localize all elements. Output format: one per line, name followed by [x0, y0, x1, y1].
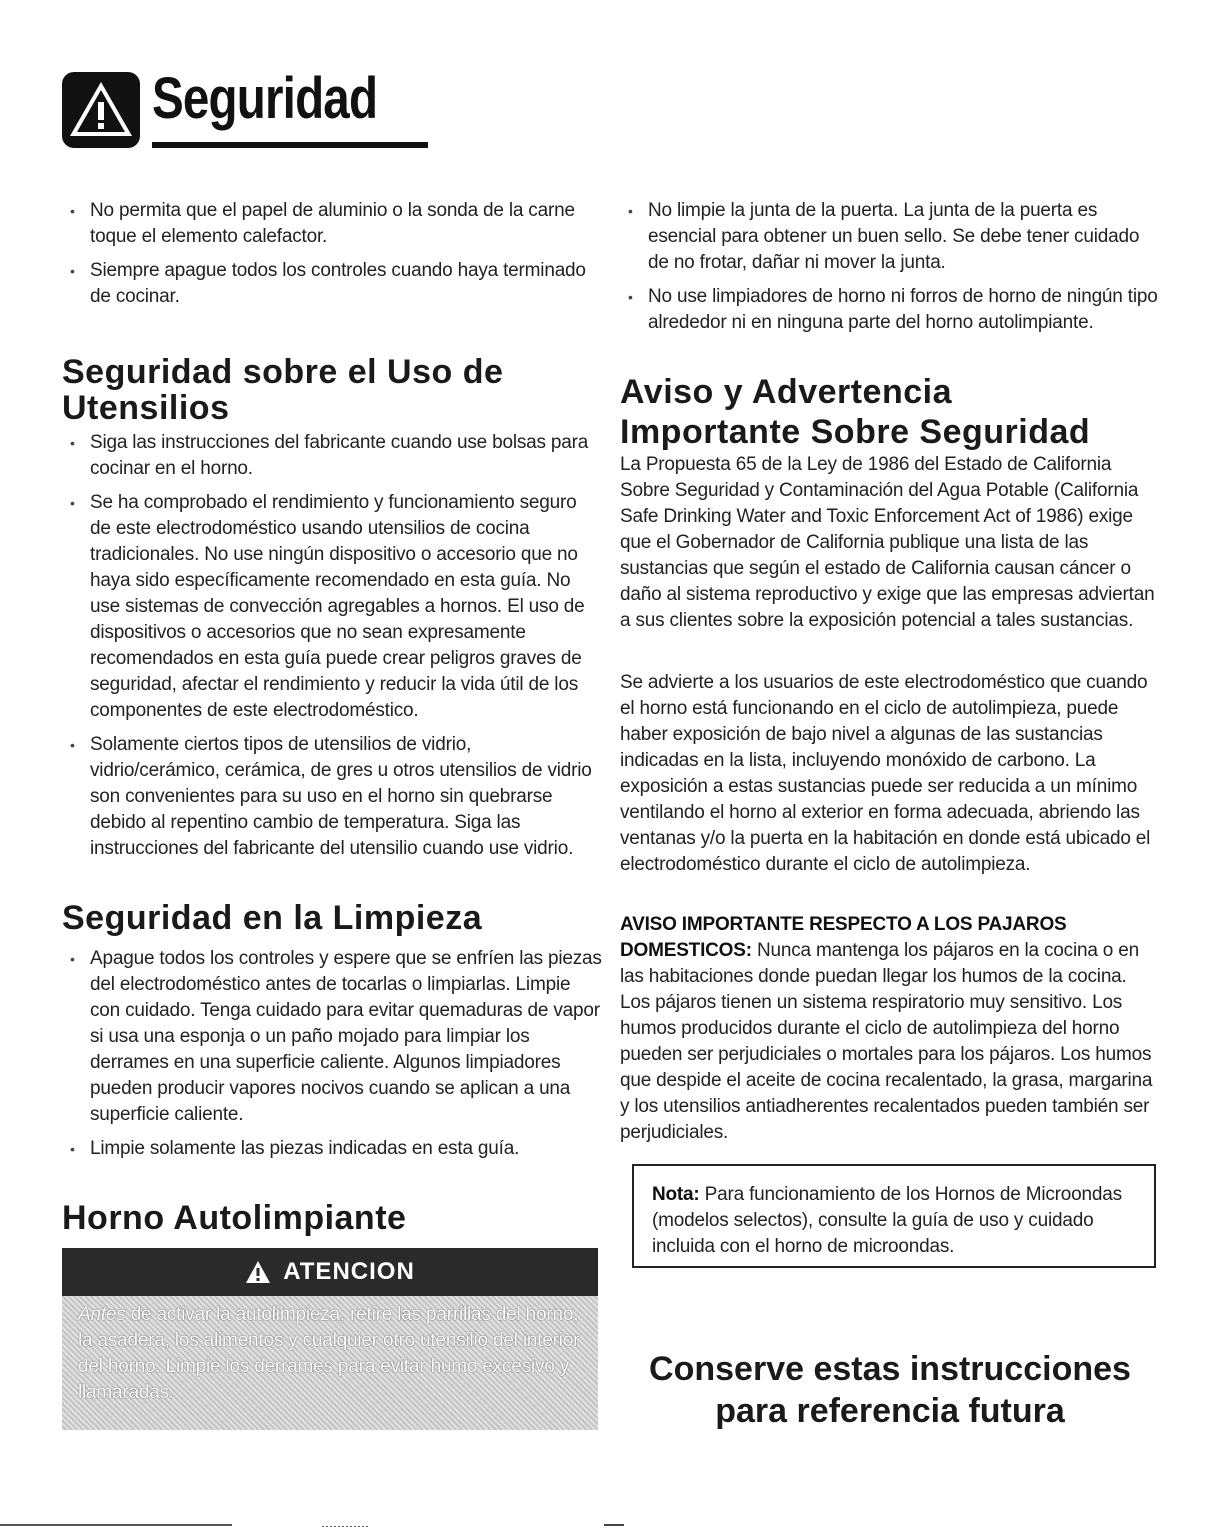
warning-triangle-icon — [245, 1260, 271, 1284]
warning-label: ATENCION — [283, 1258, 415, 1285]
list-item: • Limpie solamente las piezas indicadas en esta guía. — [62, 1136, 602, 1162]
list-item: • Se ha comprobado el rendimiento y funcionamiento seguro de este electrodoméstico usando utensilios de cocina tradicionales. No use ningún dispositivo o accesorio que no haya sido específicamente recomendado en esta guía. No use sistemas de convección agregables a hornos. El uso de dispositivos o accesorios que no sean expresamente recomendados en esta guía puede crear peligros graves de seguridad, afectar el rendimiento y reducir la vida útil de los componentes de este electrodoméstico. — [62, 490, 602, 724]
notice-heading: Aviso y Advertencia Importante Sobre Seguridad — [620, 373, 1091, 451]
warning-bar — [62, 1248, 598, 1296]
warning-box — [62, 1248, 598, 1430]
footer-dash — [604, 1524, 624, 1526]
notice-paragraph-1: La Propuesta 65 de la Ley de 1986 del Estado de California Sobre Seguridad y Contaminación del Agua Potable (California Safe Drinking Water and Toxic Enforcement Act of 1986) exige que el Gobernador de California publique una lista de las sustancias que según el estado de California causan cáncer o daño al sistema reproductivo y exige que las empresas adviertan a sus clientes sobre la exposición potencial a tales sustancias. — [620, 454, 1155, 631]
self-clean-heading: Horno Autolimpiante — [62, 1199, 407, 1237]
footer-rule — [0, 1524, 232, 1526]
notice-paragraph-2: Se advierte a los usuarios de este electrodoméstico que cuando el horno está funcionando en el ciclo de autolimpieza, puede haber exposición de bajo nivel a algunas de las sustancias indicadas en la lista, incluyendo monóxido de carbono. La exposición a estas sustancias puede ser reducida a un mínimo ventilando el horno al exterior en forma adecuada, abriendo las ventanas y/o la puerta en la habitación en donde está ubicado el electrodoméstico durante el ciclo de autolimpieza. — [620, 672, 1151, 875]
page-title: Seguridad — [152, 66, 378, 131]
title-underline — [152, 142, 428, 148]
closing-statement — [610, 1348, 1170, 1432]
birds-paragraph — [620, 912, 1160, 1146]
warning-triangle-icon — [60, 70, 142, 150]
utensils-bullets — [62, 430, 602, 870]
right-top-bullets — [620, 198, 1160, 344]
footer-dots — [322, 1526, 370, 1527]
birds-lead-1: AVISO IMPORTANTE RESPECTO A LOS PAJAROS — [620, 914, 1067, 935]
warning-text — [62, 1296, 598, 1430]
utensils-heading: Seguridad sobre el Uso de Utensilios — [62, 353, 504, 427]
list-item: • Solamente ciertos tipos de utensilios de vidrio, vidrio/cerámico, cerámica, de gres u otros utensilios de vidrio son convenientes para su uso en el horno sin quebrarse debido al repentino cambio de temperatura. Siga las instrucciones del fabricante del utensilio cuando use vidrio. — [62, 732, 602, 862]
warning-body-text: de activar la autolimpieza, retire las parrillas del horno, la asadera, los alimentos y cualquier otro utensilio del interior del horno. Limpie los derrames para evitar humo excesivo y llamaradas. — [78, 1304, 580, 1403]
birds-lead-2: DOMESTICOS: — [620, 940, 752, 961]
closing-line-2: para referencia futura — [715, 1392, 1065, 1430]
page-header — [60, 62, 378, 154]
closing-line-1: Conserve estas instrucciones — [649, 1350, 1131, 1388]
cleaning-heading: Seguridad en la Limpieza — [62, 899, 483, 937]
note-text: Para funcionamiento de los Hornos de Microondas (modelos selectos), consulte la guía de uso y cuidado incluida con el horno de microondas. — [652, 1184, 1122, 1257]
list-item: • No limpie la junta de la puerta. La junta de la puerta es esencial para obtener un buen sello. Se debe tener cuidado de no frotar, dañar ni mover la junta. — [620, 198, 1160, 276]
list-item: • Siempre apague todos los controles cuando haya terminado de cocinar. — [62, 258, 602, 310]
birds-text: Nunca mantenga los pájaros en la cocina o en las habitaciones donde puedan llegar los humos de la cocina. Los pájaros tienen un sistema respiratorio muy sensitivo. Los humos producidos durante el ciclo de autolimpieza del horno pueden ser perjudiciales o mortales para los pájaros. Los humos que despide el aceite de cocina recalentado, la grasa, margarina y los utensilios antiadherentes recalentados pueden también ser perjudiciales. — [620, 940, 1153, 1143]
left-top-bullets — [62, 198, 602, 318]
cleaning-bullets — [62, 946, 602, 1170]
warning-lead: Antes — [78, 1304, 126, 1325]
list-item: • No permita que el papel de aluminio o la sonda de la carne toque el elemento calefactor. — [62, 198, 602, 250]
list-item: • Apague todos los controles y espere que se enfríen las piezas del electrodoméstico antes de tocarlas o limpiarlas. Limpie con cuidado. Tenga cuidado para evitar quemaduras de vapor si usa una esponja o un paño mojado para limpiar los derrames en una superficie caliente. Algunos limpiadores pueden producir vapores nocivos cuando se aplican a una superficie caliente. — [62, 946, 602, 1128]
note-label: Nota: — [652, 1184, 700, 1205]
note-box — [632, 1164, 1156, 1268]
list-item: • Siga las instrucciones del fabricante cuando use bolsas para cocinar en el horno. — [62, 430, 602, 482]
list-item: • No use limpiadores de horno ni forros de horno de ningún tipo alrededor ni en ninguna parte del horno autolimpiante. — [620, 284, 1160, 336]
